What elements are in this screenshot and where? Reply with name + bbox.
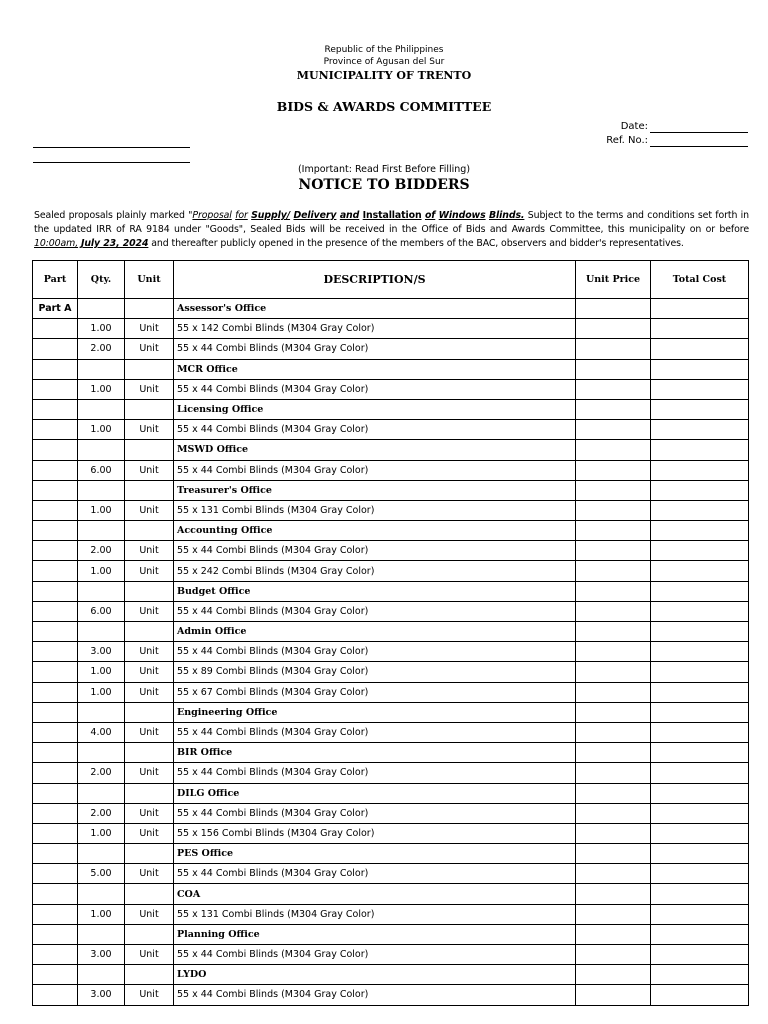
proposal-word: Proposal	[192, 210, 232, 221]
unit-cell: Unit	[125, 420, 174, 440]
description-cell: 55 x 44 Combi Blinds (M304 Gray Color)	[174, 339, 576, 359]
part-cell	[33, 743, 78, 763]
total-cost-cell[interactable]	[651, 945, 749, 965]
bid-items-table	[32, 260, 749, 1006]
unit-price-cell[interactable]	[576, 763, 651, 783]
unit-price-cell[interactable]	[576, 399, 651, 419]
office-heading-cell: Engineering Office	[174, 702, 576, 722]
unit-cell: Unit	[125, 642, 174, 662]
unit-cell	[125, 299, 174, 319]
unit-price-cell[interactable]	[576, 682, 651, 702]
total-cost-cell[interactable]	[651, 642, 749, 662]
qty-cell	[78, 924, 125, 944]
qty-cell	[78, 965, 125, 985]
supply-word: Supply/	[251, 210, 291, 221]
total-cost-cell[interactable]	[651, 783, 749, 803]
total-cost-cell[interactable]	[651, 884, 749, 904]
qty-cell	[78, 622, 125, 642]
office-heading-cell: Licensing Office	[174, 399, 576, 419]
qty-cell	[78, 844, 125, 864]
part-cell	[33, 561, 78, 581]
table-row	[33, 783, 749, 803]
unit-price-cell[interactable]	[576, 783, 651, 803]
total-cost-cell[interactable]	[651, 339, 749, 359]
table-row	[33, 541, 749, 561]
unit-cell	[125, 521, 174, 541]
unit-price-cell[interactable]	[576, 743, 651, 763]
table-row	[33, 763, 749, 783]
table-row	[33, 722, 749, 742]
unit-cell: Unit	[125, 682, 174, 702]
ref-label: Ref. No.:	[606, 135, 648, 146]
unit-price-cell[interactable]	[576, 420, 651, 440]
unit-cell	[125, 359, 174, 379]
table-row	[33, 965, 749, 985]
col-header-part: Part	[33, 261, 78, 299]
unit-cell	[125, 480, 174, 500]
table-row	[33, 823, 749, 843]
unit-cell: Unit	[125, 722, 174, 742]
table-row	[33, 299, 749, 319]
unit-cell	[125, 924, 174, 944]
description-cell: 55 x 44 Combi Blinds (M304 Gray Color)	[174, 985, 576, 1005]
unit-price-cell[interactable]	[576, 985, 651, 1005]
notice-paragraph	[34, 209, 749, 251]
part-cell	[33, 642, 78, 662]
part-cell	[33, 319, 78, 339]
total-cost-cell[interactable]	[651, 743, 749, 763]
unit-cell: Unit	[125, 601, 174, 621]
table-row	[33, 521, 749, 541]
description-cell: 55 x 44 Combi Blinds (M304 Gray Color)	[174, 642, 576, 662]
of-word: of	[424, 210, 436, 221]
table-row	[33, 399, 749, 419]
unit-cell: Unit	[125, 662, 174, 682]
part-cell	[33, 945, 78, 965]
unit-cell: Unit	[125, 561, 174, 581]
total-cost-cell[interactable]	[651, 379, 749, 399]
unit-price-cell[interactable]	[576, 642, 651, 662]
paragraph-text: Sealed proposals plainly marked "	[34, 210, 193, 221]
table-row	[33, 500, 749, 520]
office-heading-cell: Budget Office	[174, 581, 576, 601]
qty-cell: 3.00	[78, 642, 125, 662]
qty-cell: 2.00	[78, 339, 125, 359]
qty-cell: 1.00	[78, 682, 125, 702]
qty-cell	[78, 581, 125, 601]
qty-cell: 3.00	[78, 945, 125, 965]
table-row	[33, 359, 749, 379]
part-cell	[33, 965, 78, 985]
qty-cell: 1.00	[78, 662, 125, 682]
unit-cell	[125, 844, 174, 864]
unit-price-cell[interactable]	[576, 460, 651, 480]
table-row	[33, 581, 749, 601]
addressee-line-1[interactable]	[33, 147, 190, 148]
paragraph-text: Subject to the terms and conditions set forth in the updated IRR of RA 9184 under "Goods", Sealed Bids will be received in the Office of Bids and Awards Committee, this municipality on or before	[34, 210, 750, 235]
unit-price-cell[interactable]	[576, 662, 651, 682]
unit-cell	[125, 884, 174, 904]
office-heading-cell: BIR Office	[174, 743, 576, 763]
total-cost-cell[interactable]	[651, 480, 749, 500]
paragraph-text: and thereafter publicly opened in the presence of the members of the BAC, observers and bidder's representatives.	[148, 238, 684, 249]
unit-price-cell[interactable]	[576, 440, 651, 460]
part-cell	[33, 359, 78, 379]
qty-cell	[78, 299, 125, 319]
deadline-time: 10:00am,	[34, 238, 79, 249]
total-cost-cell[interactable]	[651, 420, 749, 440]
office-heading-cell: LYDO	[174, 965, 576, 985]
qty-cell	[78, 884, 125, 904]
part-cell	[33, 783, 78, 803]
total-cost-cell[interactable]	[651, 722, 749, 742]
description-cell: 55 x 44 Combi Blinds (M304 Gray Color)	[174, 763, 576, 783]
qty-cell: 3.00	[78, 985, 125, 1005]
table-row	[33, 561, 749, 581]
col-header-total-cost: Total Cost	[651, 261, 749, 299]
table-row	[33, 601, 749, 621]
office-heading-cell: MSWD Office	[174, 440, 576, 460]
unit-cell	[125, 622, 174, 642]
description-cell: 55 x 89 Combi Blinds (M304 Gray Color)	[174, 662, 576, 682]
qty-cell: 2.00	[78, 541, 125, 561]
unit-price-cell[interactable]	[576, 722, 651, 742]
total-cost-cell[interactable]	[651, 399, 749, 419]
unit-cell: Unit	[125, 541, 174, 561]
unit-price-cell[interactable]	[576, 480, 651, 500]
office-heading-cell: DILG Office	[174, 783, 576, 803]
part-cell	[33, 500, 78, 520]
part-cell	[33, 823, 78, 843]
description-cell: 55 x 44 Combi Blinds (M304 Gray Color)	[174, 864, 576, 884]
table-row	[33, 864, 749, 884]
table-row	[33, 440, 749, 460]
part-cell	[33, 460, 78, 480]
unit-price-cell[interactable]	[576, 945, 651, 965]
addressee-line-2[interactable]	[33, 162, 190, 163]
unit-price-cell[interactable]	[576, 379, 651, 399]
office-heading-cell: Accounting Office	[174, 521, 576, 541]
qty-cell: 2.00	[78, 763, 125, 783]
table-row	[33, 945, 749, 965]
unit-price-cell[interactable]	[576, 904, 651, 924]
total-cost-cell[interactable]	[651, 965, 749, 985]
description-cell: 55 x 142 Combi Blinds (M304 Gray Color)	[174, 319, 576, 339]
unit-price-cell[interactable]	[576, 803, 651, 823]
part-cell	[33, 702, 78, 722]
total-cost-cell[interactable]	[651, 662, 749, 682]
qty-cell: 4.00	[78, 722, 125, 742]
total-cost-cell[interactable]	[651, 904, 749, 924]
unit-price-cell[interactable]	[576, 702, 651, 722]
part-cell	[33, 803, 78, 823]
part-cell	[33, 884, 78, 904]
unit-price-cell[interactable]	[576, 561, 651, 581]
unit-price-cell[interactable]	[576, 319, 651, 339]
total-cost-cell[interactable]	[651, 440, 749, 460]
total-cost-cell[interactable]	[651, 541, 749, 561]
table-row	[33, 480, 749, 500]
description-cell: 55 x 156 Combi Blinds (M304 Gray Color)	[174, 823, 576, 843]
description-cell: 55 x 44 Combi Blinds (M304 Gray Color)	[174, 420, 576, 440]
unit-cell: Unit	[125, 823, 174, 843]
table-row	[33, 743, 749, 763]
description-cell: 55 x 44 Combi Blinds (M304 Gray Color)	[174, 945, 576, 965]
table-row	[33, 904, 749, 924]
total-cost-cell[interactable]	[651, 844, 749, 864]
qty-cell	[78, 359, 125, 379]
delivery-word: Delivery	[293, 210, 337, 221]
qty-cell: 1.00	[78, 904, 125, 924]
description-cell: 55 x 44 Combi Blinds (M304 Gray Color)	[174, 722, 576, 742]
unit-price-cell[interactable]	[576, 844, 651, 864]
description-cell: 55 x 44 Combi Blinds (M304 Gray Color)	[174, 379, 576, 399]
part-cell	[33, 399, 78, 419]
table-row	[33, 884, 749, 904]
unit-cell	[125, 743, 174, 763]
unit-price-cell[interactable]	[576, 521, 651, 541]
part-cell	[33, 622, 78, 642]
date-label: Date:	[620, 121, 648, 132]
office-heading-cell: PES Office	[174, 844, 576, 864]
unit-price-cell[interactable]	[576, 581, 651, 601]
part-cell	[33, 339, 78, 359]
committee-title: BIDS & AWARDS COMMITTEE	[276, 99, 492, 114]
qty-cell	[78, 480, 125, 500]
total-cost-cell[interactable]	[651, 319, 749, 339]
part-cell	[33, 864, 78, 884]
part-cell	[33, 844, 78, 864]
table-row	[33, 460, 749, 480]
qty-cell: 1.00	[78, 561, 125, 581]
date-field[interactable]	[650, 121, 748, 133]
deadline-date: July 23, 2024	[80, 238, 149, 249]
total-cost-cell[interactable]	[651, 601, 749, 621]
part-cell	[33, 420, 78, 440]
part-cell	[33, 480, 78, 500]
total-cost-cell[interactable]	[651, 500, 749, 520]
unit-cell	[125, 399, 174, 419]
municipality-title: MUNICIPALITY OF TRENTO	[296, 69, 472, 82]
unit-price-cell[interactable]	[576, 622, 651, 642]
table-row	[33, 682, 749, 702]
part-cell	[33, 763, 78, 783]
qty-cell	[78, 702, 125, 722]
total-cost-cell[interactable]	[651, 823, 749, 843]
total-cost-cell[interactable]	[651, 581, 749, 601]
table-row	[33, 924, 749, 944]
unit-price-cell[interactable]	[576, 864, 651, 884]
qty-cell	[78, 521, 125, 541]
unit-cell: Unit	[125, 945, 174, 965]
unit-cell	[125, 440, 174, 460]
col-header-unit: Unit	[125, 261, 174, 299]
office-heading-cell: Assessor's Office	[174, 299, 576, 319]
unit-cell: Unit	[125, 379, 174, 399]
unit-cell: Unit	[125, 500, 174, 520]
unit-cell	[125, 581, 174, 601]
description-cell: 55 x 131 Combi Blinds (M304 Gray Color)	[174, 904, 576, 924]
unit-price-cell[interactable]	[576, 965, 651, 985]
qty-cell: 1.00	[78, 500, 125, 520]
unit-cell: Unit	[125, 985, 174, 1005]
office-heading-cell: Treasurer's Office	[174, 480, 576, 500]
table-row	[33, 319, 749, 339]
unit-cell	[125, 783, 174, 803]
table-row	[33, 803, 749, 823]
qty-cell: 6.00	[78, 460, 125, 480]
unit-price-cell[interactable]	[576, 541, 651, 561]
unit-price-cell[interactable]	[576, 823, 651, 843]
office-heading-cell: MCR Office	[174, 359, 576, 379]
col-header-qty: Qty.	[78, 261, 125, 299]
office-heading-cell: COA	[174, 884, 576, 904]
unit-price-cell[interactable]	[576, 601, 651, 621]
table-row	[33, 379, 749, 399]
total-cost-cell[interactable]	[651, 702, 749, 722]
table-row	[33, 642, 749, 662]
unit-cell: Unit	[125, 803, 174, 823]
table-header-row	[33, 261, 749, 299]
unit-cell	[125, 702, 174, 722]
part-cell	[33, 662, 78, 682]
part-cell	[33, 904, 78, 924]
total-cost-cell[interactable]	[651, 622, 749, 642]
qty-cell: 1.00	[78, 319, 125, 339]
col-header-unit-price: Unit Price	[576, 261, 651, 299]
office-heading-cell: Planning Office	[174, 924, 576, 944]
total-cost-cell[interactable]	[651, 985, 749, 1005]
qty-cell: 2.00	[78, 803, 125, 823]
unit-price-cell[interactable]	[576, 924, 651, 944]
unit-cell: Unit	[125, 904, 174, 924]
qty-cell: 1.00	[78, 379, 125, 399]
qty-cell: 1.00	[78, 420, 125, 440]
unit-price-cell[interactable]	[576, 500, 651, 520]
letterhead-province-block	[0, 44, 768, 68]
table-row	[33, 339, 749, 359]
for-word: for	[235, 210, 248, 221]
description-cell: 55 x 44 Combi Blinds (M304 Gray Color)	[174, 601, 576, 621]
table-row	[33, 622, 749, 642]
total-cost-cell[interactable]	[651, 803, 749, 823]
qty-cell: 1.00	[78, 823, 125, 843]
part-cell	[33, 440, 78, 460]
windows-word: Windows	[438, 210, 486, 221]
total-cost-cell[interactable]	[651, 561, 749, 581]
part-cell	[33, 521, 78, 541]
republic-line: Republic of the Philippines	[324, 45, 444, 55]
installation-word: Installation	[362, 210, 422, 221]
part-cell: Part A	[33, 299, 78, 319]
table-row	[33, 420, 749, 440]
unit-cell: Unit	[125, 339, 174, 359]
qty-cell: 5.00	[78, 864, 125, 884]
unit-price-cell[interactable]	[576, 884, 651, 904]
description-cell: 55 x 44 Combi Blinds (M304 Gray Color)	[174, 803, 576, 823]
part-cell	[33, 722, 78, 742]
table-row	[33, 662, 749, 682]
description-cell: 55 x 242 Combi Blinds (M304 Gray Color)	[174, 561, 576, 581]
qty-cell	[78, 783, 125, 803]
province-line: Province of Agusan del Sur	[323, 57, 445, 67]
part-cell	[33, 379, 78, 399]
total-cost-cell[interactable]	[651, 359, 749, 379]
table-row	[33, 702, 749, 722]
unit-cell: Unit	[125, 460, 174, 480]
qty-cell	[78, 399, 125, 419]
part-cell	[33, 581, 78, 601]
unit-price-cell[interactable]	[576, 339, 651, 359]
part-cell	[33, 924, 78, 944]
col-header-description: DESCRIPTION/S	[174, 261, 576, 299]
description-cell: 55 x 67 Combi Blinds (M304 Gray Color)	[174, 682, 576, 702]
part-cell	[33, 541, 78, 561]
and-word: and	[339, 210, 360, 221]
qty-cell: 6.00	[78, 601, 125, 621]
total-cost-cell[interactable]	[651, 299, 749, 319]
page-title: NOTICE TO BIDDERS	[298, 177, 470, 193]
blinds-word: Blinds.	[488, 210, 525, 221]
total-cost-cell[interactable]	[651, 682, 749, 702]
qty-cell	[78, 743, 125, 763]
total-cost-cell[interactable]	[651, 521, 749, 541]
part-cell	[33, 985, 78, 1005]
qty-cell	[78, 440, 125, 460]
description-cell: 55 x 44 Combi Blinds (M304 Gray Color)	[174, 541, 576, 561]
total-cost-cell[interactable]	[651, 924, 749, 944]
part-cell	[33, 601, 78, 621]
ref-field[interactable]	[650, 135, 748, 147]
unit-cell: Unit	[125, 763, 174, 783]
total-cost-cell[interactable]	[651, 864, 749, 884]
important-note: (Important: Read First Before Filling)	[297, 164, 471, 175]
part-cell	[33, 682, 78, 702]
unit-price-cell[interactable]	[576, 359, 651, 379]
description-cell: 55 x 131 Combi Blinds (M304 Gray Color)	[174, 500, 576, 520]
total-cost-cell[interactable]	[651, 460, 749, 480]
unit-cell: Unit	[125, 864, 174, 884]
unit-cell	[125, 965, 174, 985]
unit-cell: Unit	[125, 319, 174, 339]
office-heading-cell: Admin Office	[174, 622, 576, 642]
total-cost-cell[interactable]	[651, 763, 749, 783]
table-row	[33, 844, 749, 864]
unit-price-cell[interactable]	[576, 299, 651, 319]
table-row	[33, 985, 749, 1005]
description-cell: 55 x 44 Combi Blinds (M304 Gray Color)	[174, 460, 576, 480]
